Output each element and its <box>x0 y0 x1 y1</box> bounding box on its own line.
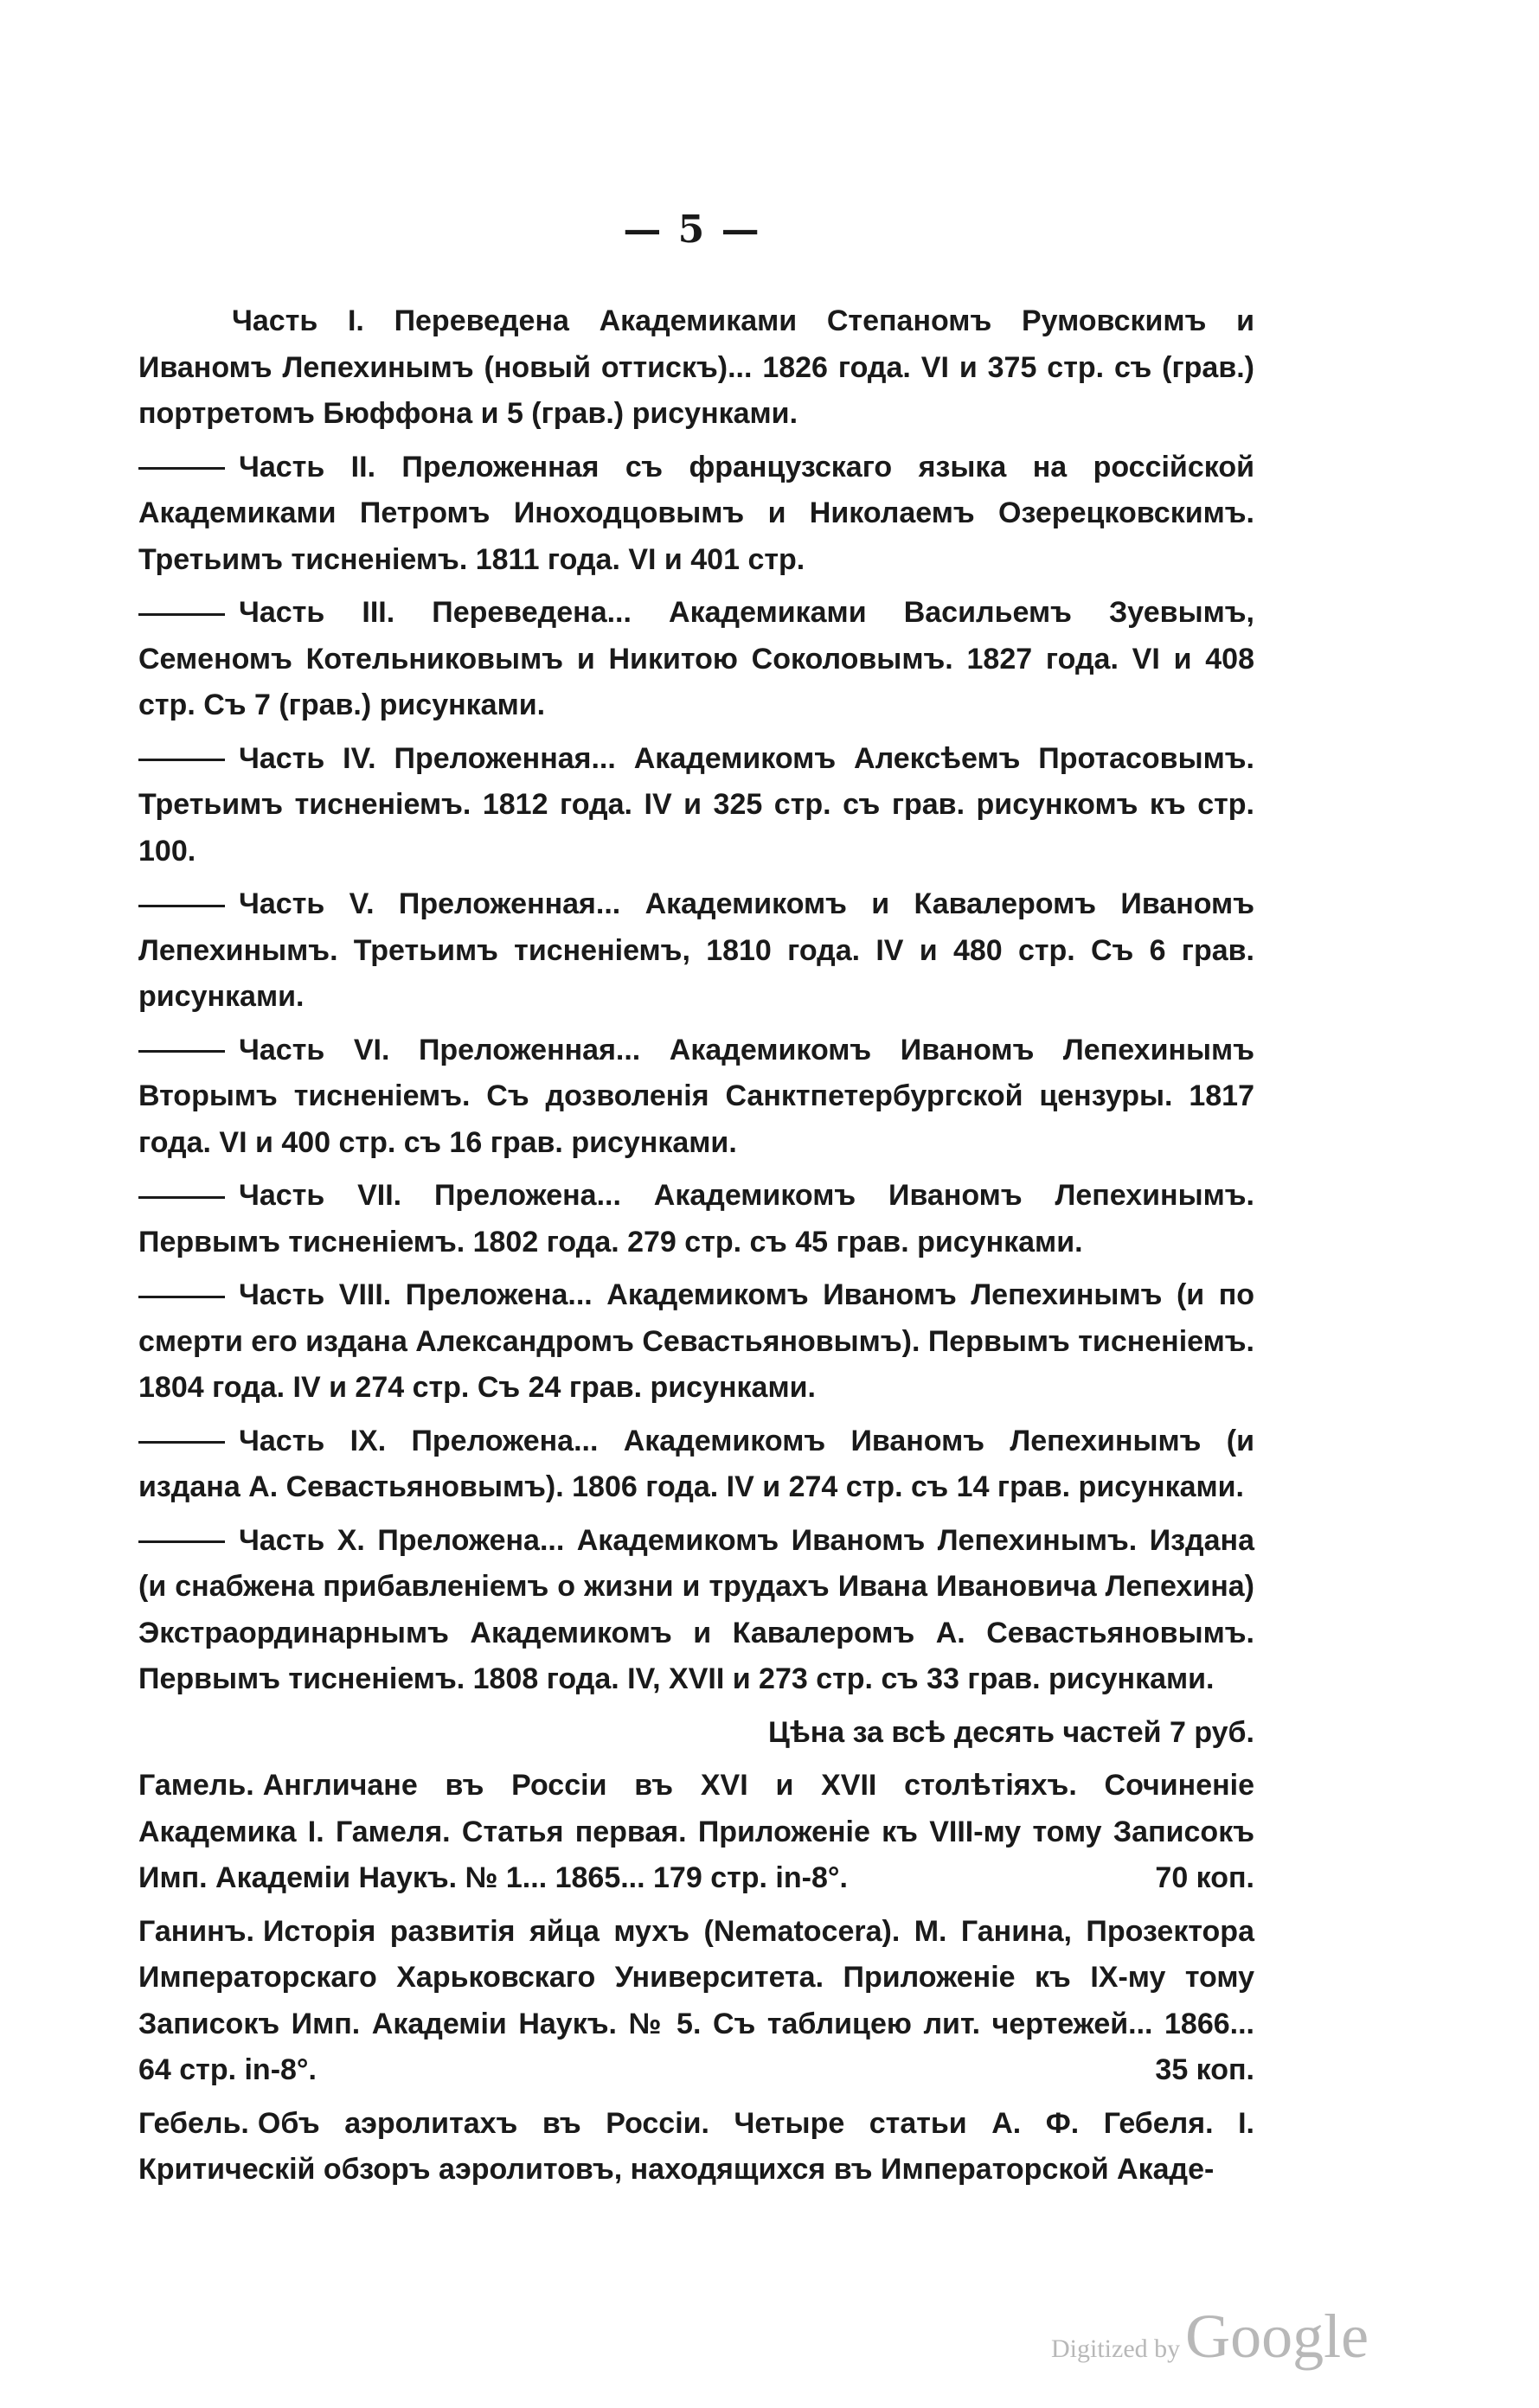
ditto-dash <box>138 1296 225 1298</box>
volume-text: Часть X. Преложена... Академикомъ Иваномъ Лепехинымъ. Издана (и снабжена прибавленіемъ о жизни и трудахъ Ивана Ивановича Лепехина) Экстраординарнымъ Академикомъ и Кавалеромъ А. Севастьяновымъ. Первымъ тисненіемъ. 1808 года. IV, XVII и 273 стр. съ 33 грав. рисунками. <box>138 1523 1254 1695</box>
page-number: — 5 — <box>623 208 761 252</box>
ditto-dash <box>138 759 225 761</box>
volume-entry-10 <box>138 1518 1254 1703</box>
entry-text: Англичане въ Россіи въ XVI и XVII столѣтіяхъ. Сочиненіе Академика I. Гамеля. Статья первая. Приложеніе къ VIII-му тому Записокъ Имп. Академіи Наукъ. № 1... 1865... 179 стр. in-8°. <box>138 1769 1254 1894</box>
ditto-dash <box>138 1441 225 1444</box>
volume-text: Часть V. Преложенная... Академикомъ и Кавалеромъ Иваномъ Лепехинымъ. Третьимъ тисненіемъ, 1810 года. IV и 480 стр. Съ 6 грав. рисунками. <box>138 887 1254 1013</box>
ditto-dash <box>138 1196 225 1199</box>
volume-entry-2 <box>138 445 1254 584</box>
volume-entry-6 <box>138 1028 1254 1167</box>
ditto-dash <box>138 613 225 616</box>
ditto-dash <box>138 1050 225 1053</box>
entry-author: Гамель. <box>138 1769 254 1802</box>
volume-text: Часть VI. Преложенная... Академикомъ Иваномъ Лепехинымъ Вторымъ тисненіемъ. Съ дозволенія Санктпетербургской цензуры. 1817 года. VI и 400 стр. съ 16 грав. рисунками. <box>138 1033 1254 1159</box>
ditto-dash <box>138 467 225 470</box>
entry-text: Объ аэролитахъ въ Россіи. Четыре статьи А. Ф. Гебеля. I. Критическій обзоръ аэролитовъ, находящихся въ Императорской Акаде- <box>138 2106 1254 2186</box>
volume-text: Часть III. Переведена... Академиками Васильемъ Зуевымъ, Семеномъ Котельниковымъ и Никитою Соколовымъ. 1827 года. VI и 408 стр. Съ 7 (грав.) рисунками. <box>138 596 1254 721</box>
volume-entry-9 <box>138 1419 1254 1511</box>
volume-text: Часть II. Преложенная съ французскаго языка на россійской Академиками Петромъ Иноходцовымъ и Николаемъ Озерецковскимъ. Третьимъ тисненіемъ. 1811 года. VI и 401 стр. <box>138 450 1254 576</box>
catalog-entry-ganin <box>138 1909 1254 2094</box>
volume-entry-4 <box>138 736 1254 875</box>
entry-author: Гебель. <box>138 2106 249 2140</box>
catalog-entry-gebel <box>138 2101 1254 2193</box>
watermark-prefix: Digitized by <box>1051 2334 1181 2363</box>
ditto-dash <box>138 1540 225 1543</box>
catalog-text <box>138 298 1254 2200</box>
volume-text: Часть IV. Преложенная... Академикомъ Алексѣемъ Протасовымъ. Третьимъ тисненіемъ. 1812 года. IV и 325 стр. съ грав. рисункомъ къ стр. 100. <box>138 741 1254 868</box>
digitized-by-google-watermark <box>1051 2301 1369 2373</box>
volume-text: Часть VII. Преложена... Академикомъ Иваномъ Лепехинымъ. Первымъ тисненіемъ. 1802 года. 279 стр. съ 45 грав. рисунками. <box>138 1179 1254 1258</box>
volume-text: Часть VIII. Преложена... Академикомъ Иваномъ Лепехинымъ (и по смерти его издана Александромъ Севастьяновымъ). Первымъ тисненіемъ. 1804 года. IV и 274 стр. Съ 24 грав. рисунками. <box>138 1278 1255 1404</box>
volume-text: Часть IX. Преложена... Академикомъ Иваномъ Лепехинымъ (и издана А. Севастьяновымъ). 1806 года. IV и 274 стр. съ 14 грав. рисунками. <box>138 1424 1254 1503</box>
entry-author: Ганинъ. <box>138 1914 254 1948</box>
volume-entry-3 <box>138 590 1254 729</box>
entry-price: 35 коп. <box>1155 2053 1254 2086</box>
volume-entry-8 <box>138 1272 1254 1412</box>
set-price: Цѣна за всѣ десять частей 7 руб. <box>767 1715 1254 1749</box>
volume-entry-5 <box>138 881 1254 1021</box>
ditto-dash <box>138 905 225 907</box>
volume-entry-7 <box>138 1173 1254 1265</box>
google-logo: Google <box>1185 2302 1369 2371</box>
volume-entry-1: Часть I. Переведена Академиками Степаномъ Румовскимъ и Иваномъ Лепехинымъ (новый оттискъ)... 1826 года. VI и 375 стр. съ (грав.) портретомъ Бюффона и 5 (грав.) рисунками. <box>138 304 1254 430</box>
catalog-entry-gamel <box>138 1763 1254 1902</box>
entry-price: 70 коп. <box>1155 1861 1254 1894</box>
entry-text: Исторія развитія яйца мухъ (Nematocera). М. Ганина, Прозектора Императорскаго Харьковскаго Университета. Приложеніе къ IX-му тому Записокъ Имп. Академіи Наукъ. № 5. Съ таблицею лит. чертежей... 1866... 64 стр. in-8°. <box>138 1914 1254 2086</box>
